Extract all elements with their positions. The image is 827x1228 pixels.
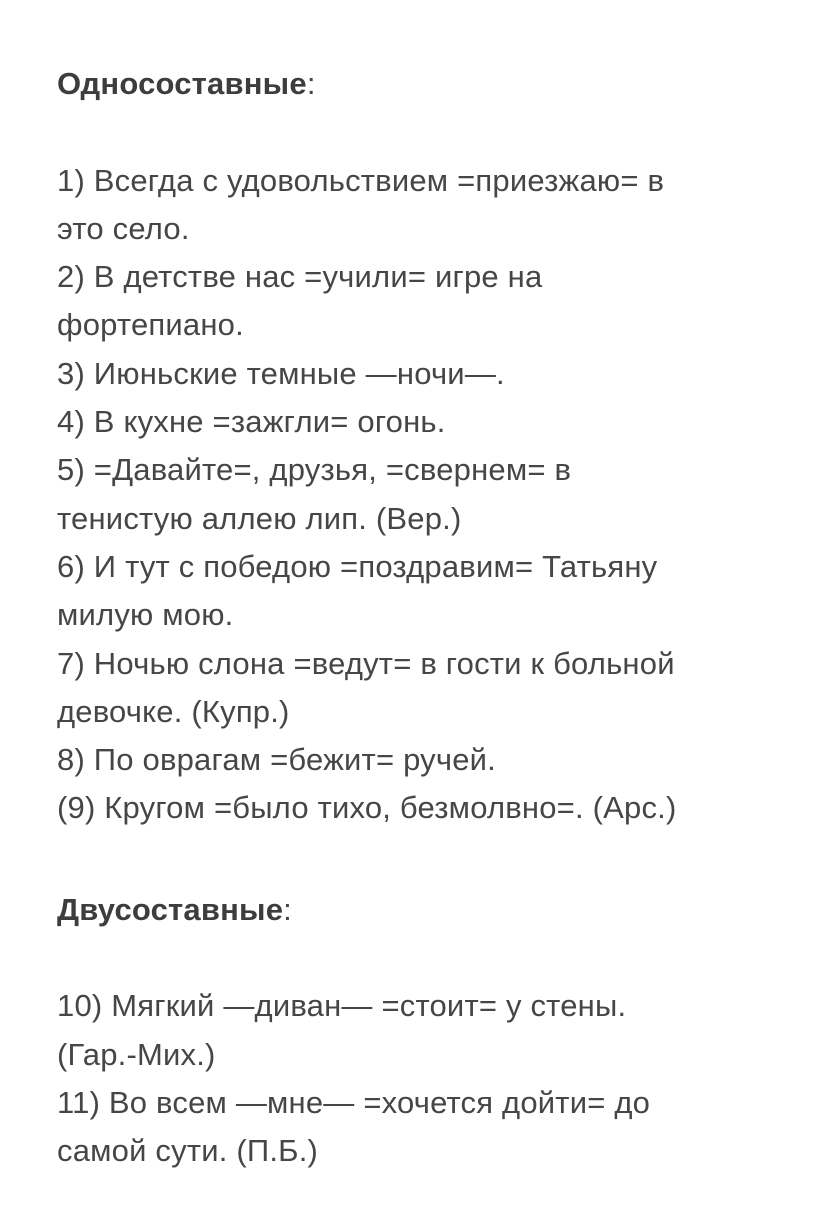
- sentence-line: фортепиано.: [57, 307, 244, 343]
- sentence-line: 3) Июньские темные —ночи—.: [57, 355, 505, 391]
- section-heading-colon: :: [306, 66, 316, 101]
- sentence-line: 4) В кухне =зажгли= огонь.: [57, 404, 446, 440]
- section-heading-odnosostavnye: [57, 60, 787, 108]
- sentence-line: 8) По оврагам =бежит= ручей.: [57, 742, 496, 778]
- sentence-line: милую мою.: [57, 597, 234, 633]
- section-heading-dvusostavnye: [57, 886, 787, 934]
- sentence-line: (9) Кругом =было тихо, безмолвно=. (Арс.): [57, 790, 677, 826]
- sentence-line: самой сути. (П.Б.): [57, 1133, 319, 1169]
- sentence-line: 7) Ночью слона =ведут= в гости к больной: [57, 645, 675, 681]
- sentence-line: девочке. (Купр.): [57, 693, 290, 729]
- sentence-line: 2) В детстве нас =учили= игре на: [57, 259, 543, 295]
- sentence-line: это село.: [57, 210, 190, 246]
- sentence-line: 6) И тут с победою =поздравим= Татьяну: [57, 548, 658, 584]
- section-heading-colon: :: [283, 891, 292, 927]
- sentence-line: тенистую аллею лип. (Вер.): [57, 500, 462, 536]
- sentence-line: 11) Во всем —мне— =хочется дойти= до: [57, 1084, 651, 1120]
- sentence-line: 10) Мягкий —диван— =стоит= у стены.: [57, 988, 627, 1024]
- section-heading-text: Двусоставные: [57, 891, 284, 927]
- section-heading-text: Односоставные: [57, 66, 307, 101]
- sentence-line: 1) Всегда с удовольствием =приезжаю= в: [57, 162, 665, 198]
- sentence-line: (Гар.-Мих.): [57, 1036, 216, 1072]
- sentence-line: 5) =Давайте=, друзья, =свернем= в: [57, 452, 572, 488]
